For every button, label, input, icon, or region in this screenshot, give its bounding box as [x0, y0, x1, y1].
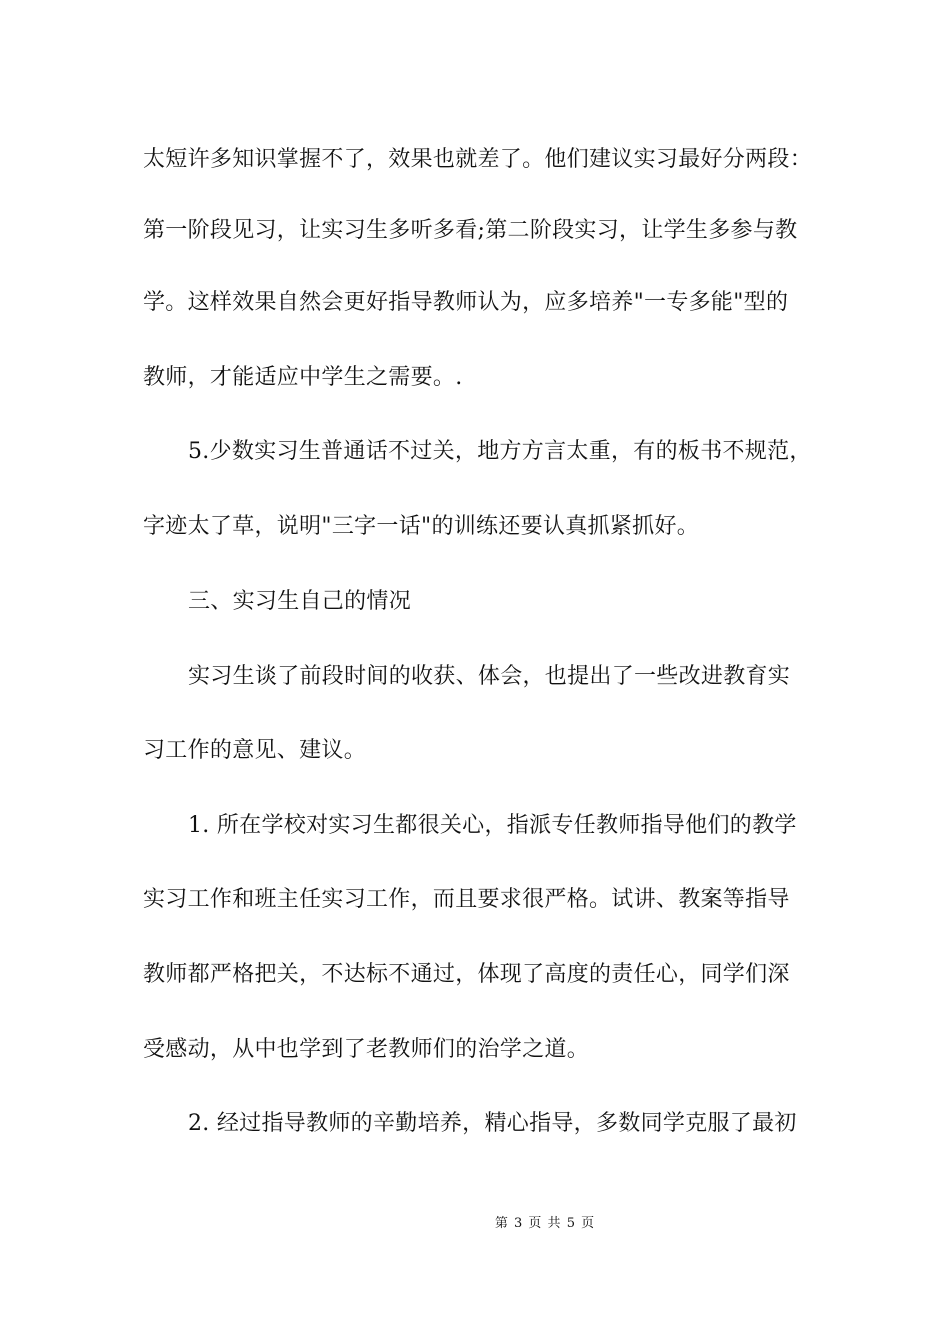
body-line-8: 实习生谈了前段时间的收获、体会，也提出了一些改进教育实	[188, 664, 791, 689]
body-line-11: 实习工作和班主任实习工作，而且要求很严格。试讲、教案等指导	[143, 887, 790, 912]
body-line-10: 1. 所在学校对实习生都很关心，指派专任教师指导他们的教学	[188, 813, 797, 838]
body-line-6: 字迹太了草，说明"三字一话"的训练还要认真抓紧抓好。	[143, 514, 700, 539]
body-line-4: 教师，才能适应中学生之需要。.	[143, 365, 463, 390]
body-line-3: 学。这样效果自然会更好指导教师认为，应多培养"一专多能"型的	[143, 290, 789, 315]
body-line-13: 受感动，从中也学到了老教师们的治学之道。	[143, 1037, 590, 1062]
body-line-12: 教师都严格把关，不达标不通过，体现了高度的责任心，同学们深	[143, 962, 790, 987]
body-line-9: 习工作的意见、建议。	[143, 738, 367, 763]
body-line-2: 第一阶段见习，让实习生多听多看;第二阶段实习，让学生多参与教	[143, 218, 798, 243]
body-line-14: 2. 经过指导教师的辛勤培养，精心指导，多数同学克服了最初	[188, 1111, 797, 1136]
body-line-5: 5.少数实习生普通话不过关，地方方言太重，有的板书不规范，	[188, 439, 812, 464]
section-heading: 三、实习生自己的情况	[188, 589, 412, 614]
body-line-1: 太短许多知识掌握不了，效果也就差了。他们建议实习最好分两段：	[143, 147, 813, 172]
page-number-footer: 第 3 页 共 5 页	[494, 1216, 596, 1231]
